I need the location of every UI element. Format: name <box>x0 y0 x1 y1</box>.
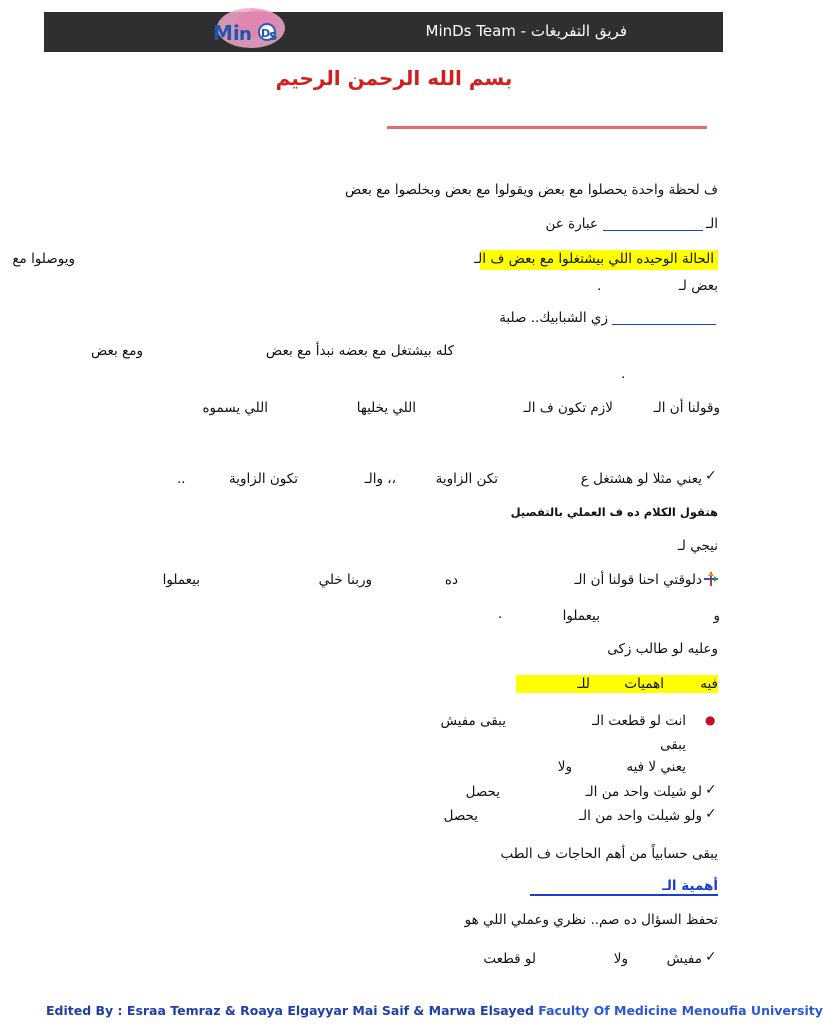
footer-faculty: Faculty Of Medicine Menoufia University <box>538 1003 823 1018</box>
text-line-6b: ومع بعض <box>90 343 143 359</box>
text-line-13b: بيعملوا <box>562 608 600 624</box>
check-icon: ✓ <box>705 806 717 822</box>
text-line-13c: . <box>498 606 503 622</box>
text-line-13a: و <box>713 608 720 624</box>
title-divider <box>387 126 707 129</box>
check-icon: ✓ <box>705 949 717 965</box>
text-line-1: ف لحظة واحدة يحصلوا مع بعض ويقولوا مع بعض وبخلصوا مع بعض <box>345 182 718 198</box>
check-icon: ✓ <box>705 782 717 798</box>
text-line-8c: اللي يخليها <box>356 400 416 416</box>
text-line-20a: ولو شيلت واحد من الـ <box>579 808 702 824</box>
header-bar <box>44 12 723 52</box>
text-line-8b: لازم تكون ف الـ <box>523 400 613 416</box>
text-line-9b: تكن الزاوية <box>435 471 498 487</box>
text-line-2a: الـ <box>706 216 718 232</box>
text-line-19b: يحصل <box>465 784 500 800</box>
text-line-14: وعليه لو طالب زكى <box>607 641 718 657</box>
text-line-11: نيجي لـ <box>677 538 718 554</box>
highlight-bar <box>516 675 718 693</box>
text-line-8a: وقولنا أن الـ <box>653 400 720 416</box>
text-line-9e: .. <box>177 471 186 487</box>
check-icon: ✓ <box>705 468 717 484</box>
text-line-12a: دلوقتي احنا قولنا أن الـ <box>574 572 702 588</box>
section-heading: أهمية الـ <box>662 878 718 894</box>
text-line-8d: اللي يسموه <box>202 400 268 416</box>
blank-line <box>603 214 703 231</box>
text-line-12d: بيعملوا <box>162 572 200 588</box>
text-line-16a: انت لو قطعت الـ <box>592 713 686 729</box>
text-line-9d: تكون الزاوية <box>229 471 298 487</box>
header-title: فريق التفريغات - MinDs Team <box>425 22 627 40</box>
svg-text:n: n <box>239 24 252 45</box>
text-line-4: بعض لـ <box>678 278 718 294</box>
text-line-24a: مفيش <box>666 951 702 967</box>
text-line-6a: كله بيشتغل مع بعضه نبدأ مع بعض <box>265 343 454 359</box>
text-line-7-dot: . <box>621 366 626 382</box>
text-line-9c: ،، والـ <box>364 471 396 487</box>
text-line-16b: يبقى مفيش <box>440 713 506 729</box>
page-title: بسم الله الرحمن الرحيم <box>275 66 513 90</box>
text-line-18b: ولا <box>557 759 572 775</box>
text-line-5: زي الشبابيك.. صلبة <box>499 310 608 326</box>
svg-text:s: s <box>269 28 278 44</box>
text-line-10: هتقول الكلام ده ف العملي بالتفصيل <box>510 505 718 519</box>
footer-credits <box>46 1003 823 1018</box>
footer-editors: Edited By : Esraa Temraz & Roaya Elgayyar Mai Saif & Marwa Elsayed <box>46 1003 539 1018</box>
bullet-dot-icon: ● <box>705 713 716 727</box>
text-line-12c: وربنا خلي <box>318 572 372 588</box>
text-line-24c: لو قطعت <box>483 951 536 967</box>
text-line-3a: الحالة الوحيده اللي بيشتغلوا مع بعض ف الـ <box>474 251 714 267</box>
text-line-2b: عبارة عن <box>545 216 598 232</box>
text-line-3b: ويوصلوا مع <box>12 251 75 267</box>
blank-line <box>612 308 716 325</box>
minds-logo <box>205 6 289 52</box>
svg-text:Mi: Mi <box>213 21 240 45</box>
text-line-15c: للـ <box>577 676 590 692</box>
heading-underline <box>530 894 718 896</box>
text-line-15a: فيه <box>700 676 718 692</box>
text-line-18a: يعني لا فيه <box>626 759 686 775</box>
text-line-19a: لو شيلت واحد من الـ <box>585 784 702 800</box>
text-line-24b: ولا <box>613 951 628 967</box>
text-line-15b: اهميات <box>624 676 664 692</box>
text-line-17: يبقى <box>660 737 686 753</box>
text-line-20b: يحصل <box>443 808 478 824</box>
svg-text:D: D <box>261 27 271 40</box>
text-line-4-dot: . <box>597 278 602 294</box>
text-line-12b: ده <box>444 572 458 588</box>
text-line-21: يبقى حسابياً من أهم الحاجات ف الطب <box>500 846 718 862</box>
bullet-arrows-icon <box>704 572 718 586</box>
text-line-9a: يعني مثلا لو هشتغل ع <box>580 471 702 487</box>
text-line-23: تحفظ السؤال ده صم.. نظري وعملي اللي هو <box>464 912 718 928</box>
